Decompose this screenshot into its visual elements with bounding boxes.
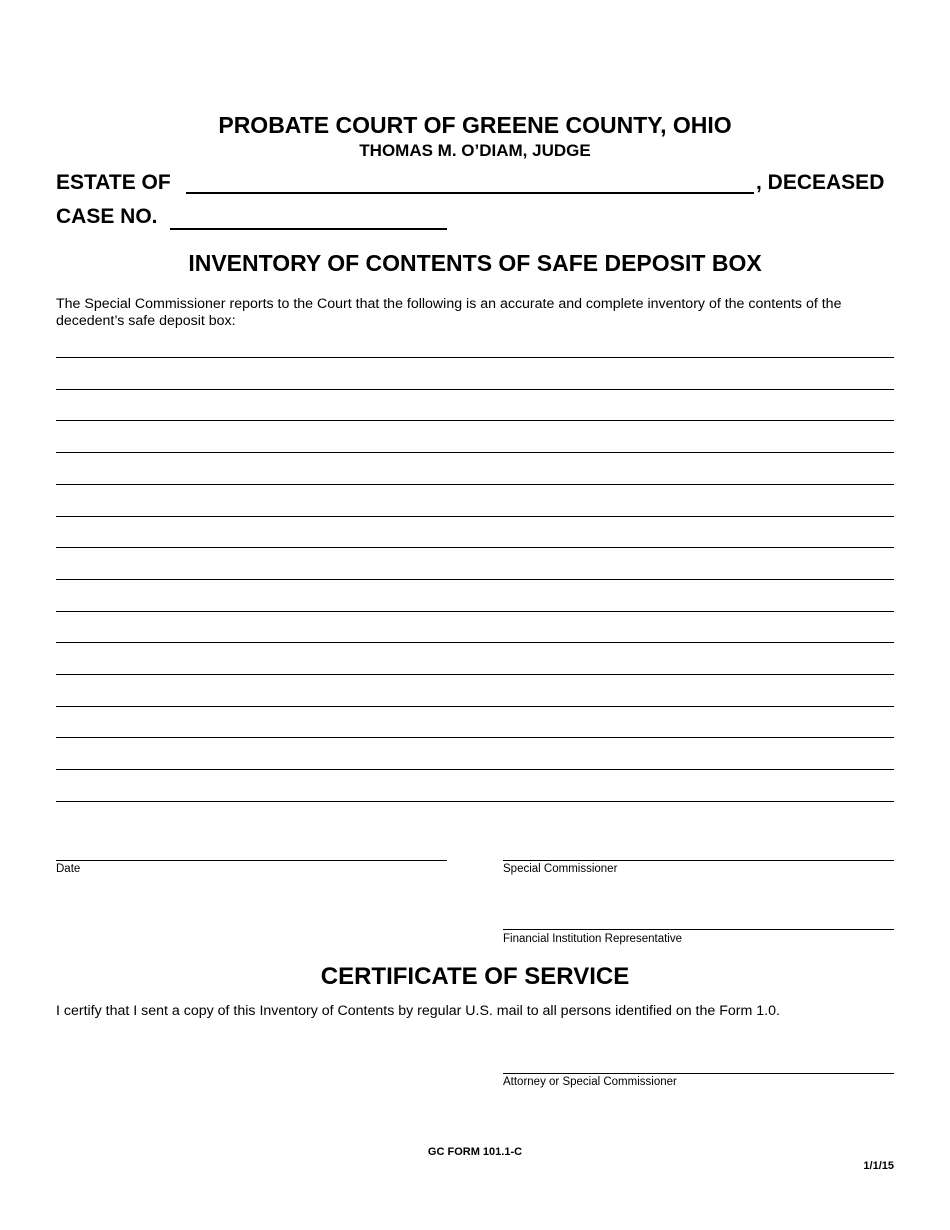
inventory-line[interactable] xyxy=(56,579,894,580)
inventory-line[interactable] xyxy=(56,484,894,485)
judge-name: THOMAS M. O’DIAM, JUDGE xyxy=(359,141,591,160)
intro-text: The Special Commissioner reports to the Court that the following is an accurate and complete inventory of the contents of the decedent’s safe deposit box: xyxy=(56,296,842,329)
revision-date: 1/1/15 xyxy=(863,1160,894,1172)
inventory-line[interactable] xyxy=(56,452,894,453)
special-commissioner-signature-field[interactable] xyxy=(503,860,894,861)
deceased-label: , DECEASED xyxy=(756,171,885,194)
form-title: INVENTORY OF CONTENTS OF SAFE DEPOSIT BOX xyxy=(188,250,762,276)
date-label: Date xyxy=(56,863,81,875)
inventory-line[interactable] xyxy=(56,769,894,770)
certificate-text: I certify that I sent a copy of this Inventory of Contents by regular U.S. mail to all persons identified on the Form 1.0. xyxy=(56,1003,780,1019)
inventory-line[interactable] xyxy=(56,516,894,517)
inventory-line[interactable] xyxy=(56,357,894,358)
attorney-signature-field[interactable] xyxy=(503,1073,894,1074)
inventory-line[interactable] xyxy=(56,801,894,802)
inventory-line[interactable] xyxy=(56,674,894,675)
inventory-line[interactable] xyxy=(56,420,894,421)
inventory-line[interactable] xyxy=(56,611,894,612)
case-number-field[interactable] xyxy=(170,228,447,230)
financial-rep-signature-field[interactable] xyxy=(503,929,894,930)
form-number: GC FORM 101.1-C xyxy=(427,1146,523,1158)
inventory-line[interactable] xyxy=(56,642,894,643)
inventory-line[interactable] xyxy=(56,389,894,390)
attorney-signature-label: Attorney or Special Commissioner xyxy=(503,1076,677,1088)
estate-name-field[interactable] xyxy=(186,192,754,194)
inventory-line[interactable] xyxy=(56,706,894,707)
date-field[interactable] xyxy=(56,860,447,861)
special-commissioner-label: Special Commissioner xyxy=(503,863,618,875)
financial-rep-label: Financial Institution Representative xyxy=(503,933,682,945)
certificate-title: CERTIFICATE OF SERVICE xyxy=(320,963,630,990)
inventory-line[interactable] xyxy=(56,547,894,548)
estate-label: ESTATE OF xyxy=(56,171,171,194)
inventory-line[interactable] xyxy=(56,737,894,738)
court-title: PROBATE COURT OF GREENE COUNTY, OHIO xyxy=(218,112,732,138)
case-number-label: CASE NO. xyxy=(56,205,158,228)
